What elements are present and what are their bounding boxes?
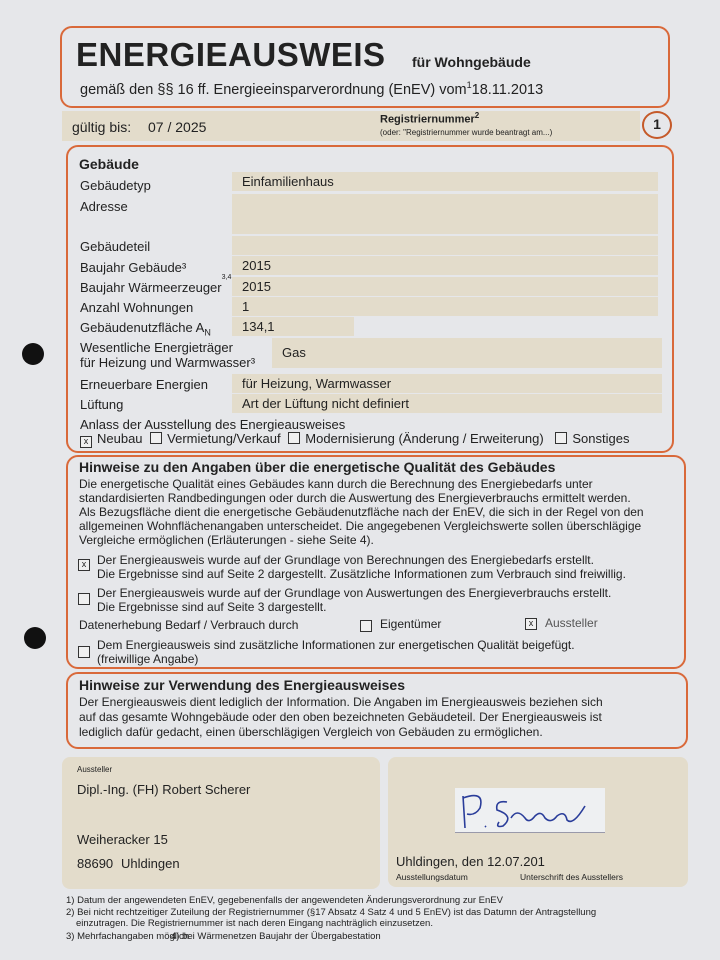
valid-until-label: gültig bis: <box>72 119 132 135</box>
signature-image <box>455 788 605 833</box>
checkbox[interactable] <box>150 432 162 444</box>
binder-hole <box>24 627 46 649</box>
row-label: Gebäudeteil <box>80 239 151 254</box>
row-label: für Heizung und Warmwasser³ <box>80 355 256 370</box>
reason-label: Anlass der Ausstellung des Energieausweises <box>80 417 346 432</box>
registration-note: (oder: "Registriernummer wurde beantragt am...) <box>380 128 553 137</box>
row-label: Erneuerbare Energien <box>80 377 208 392</box>
signature-icon <box>455 788 605 833</box>
row-label: Gebäudetyp <box>80 178 151 193</box>
issuer-option-label: Aussteller <box>545 616 598 630</box>
issuer-name: Dipl.-Ing. (FH) Robert Scherer <box>77 782 251 797</box>
registration-label <box>380 111 479 126</box>
quality-heading: Hinweise zu den Angaben über die energetische Qualität des Gebäudes <box>79 459 556 475</box>
doc-title: ENERGIEAUSWEIS <box>76 36 386 73</box>
owner-label: Eigentümer <box>380 617 442 631</box>
footnote: 1) Datum der angewendeten EnEV, gegebenenfalls der angewendeten Änderungsverordnung zur EnEV <box>66 895 503 906</box>
row-label-text: Gebäudenutzfläche A <box>80 320 205 335</box>
option-label: Modernisierung (Änderung / Erweiterung) <box>305 431 544 446</box>
reason-rent-sale[interactable] <box>150 431 280 446</box>
issuer-street: Weiheracker 15 <box>77 832 168 847</box>
owner-checkbox[interactable] <box>360 620 372 632</box>
basis-date: 18.11.2013 <box>471 81 544 98</box>
demand-checkbox-checked[interactable]: x <box>78 559 90 571</box>
option-label: Neubau <box>97 431 143 446</box>
row-label: Adresse <box>80 199 128 214</box>
option-label: Vermietung/Verkauf <box>167 431 281 446</box>
footnote-ref: 1 <box>466 80 472 90</box>
page-number <box>642 111 672 139</box>
footnote-ref: 3,4 <box>221 273 232 281</box>
page-number-text: 1 <box>653 116 661 132</box>
reason-new-build[interactable] <box>80 431 143 446</box>
energy-carrier-field: Gas <box>272 338 662 368</box>
issuer-label: Aussteller <box>77 765 113 774</box>
valid-until-value: 07 / 2025 <box>148 119 207 135</box>
footnote: 2) Bei nicht rechtzeitiger Zuteilung der Registriernummer (§17 Absatz 4 Satz 4 und 5 EnEV) ist das Datumn der Antragstellung <box>66 907 597 918</box>
reason-options <box>80 431 629 448</box>
issuer-city: Uhldingen <box>121 856 180 871</box>
row-label <box>80 273 232 295</box>
footnote: 4) bei Wärmenetzen Baujahr der Übergabestation <box>171 931 381 942</box>
address-field <box>232 194 658 234</box>
registration-label-text: Registriernummer <box>380 113 475 126</box>
issuer-checkbox-checked[interactable]: x <box>525 618 537 630</box>
ventilation-field: Art der Lüftung nicht definiert <box>232 394 662 413</box>
issuer-zip: 88690 <box>77 856 114 871</box>
usage-heading: Hinweise zur Verwendung des Energieausweises <box>79 677 406 693</box>
building-type-field: Einfamilienhaus <box>232 172 658 191</box>
footnote-ref: 2 <box>474 111 480 120</box>
checkbox[interactable] <box>288 432 300 444</box>
additional-info-checkbox[interactable] <box>78 646 90 658</box>
option-text: Der Energieausweis wurde auf der Grundlage von Berechnungen des Energiebedarfs erstellt. <box>97 553 594 567</box>
checkbox-checked[interactable]: x <box>80 436 92 448</box>
row-label: Baujahr Gebäude³ <box>80 260 187 275</box>
renewable-field: für Heizung, Warmwasser <box>232 374 662 393</box>
quality-text: standardisierten Randbedingungen oder durch die Auswertung des Energieverbrauchs ermittelt werden. <box>79 491 631 505</box>
reason-modernisation[interactable] <box>288 431 543 446</box>
reason-other[interactable] <box>555 431 629 446</box>
usage-text: Der Energieausweis dient lediglich der Information. Die Angaben im Energieausweis beziehen sich <box>79 695 603 709</box>
heater-year-field: 2015 <box>232 277 658 296</box>
data-collection-label: Datenerhebung Bedarf / Verbrauch durch <box>79 618 299 632</box>
building-part-field <box>232 236 658 255</box>
consumption-checkbox[interactable] <box>78 593 90 605</box>
basis-text: gemäß den §§ 16 ff. Energieeinsparverordnung (EnEV) vom <box>80 81 467 98</box>
option-text: Die Ergebnisse sind auf Seite 3 dargestellt. <box>97 600 327 614</box>
usable-area-field: 134,1 <box>232 317 354 336</box>
row-label-text: Baujahr Wärmeerzeuger <box>80 280 222 295</box>
usage-text: auf das gesamte Wohngebäude oder den oben bezeichneten Gebäudeteil. Der Energieausweis ist <box>79 710 602 724</box>
option-text: Der Energieausweis wurde auf der Grundlage von Auswertungen des Energieverbrauchs erstellt. <box>97 586 612 600</box>
quality-text: allgemeinen Wohnflächenangaben unterscheidet. Die angegebenen Vergleichswerte sollen überschlägige <box>79 519 642 533</box>
quality-text: Die energetische Qualität eines Gebäudes kann durch die Berechnung des Energiebedarfs unter <box>79 477 593 491</box>
option-text: Die Ergebnisse sind auf Seite 2 dargestellt. Zusätzliche Informationen zum Verbrauch sind freiwillig. <box>97 567 626 581</box>
building-heading: Gebäude <box>79 156 139 172</box>
footnote: einzutragen. Die Registriernummer ist nach deren Eingang nachträglich einzusetzen. <box>76 918 433 929</box>
usage-text: lediglich dafür gedacht, einen überschlägigen Vergleich von Gebäuden zu ermöglichen. <box>79 725 543 739</box>
construction-year-field: 2015 <box>232 256 658 275</box>
basis-line <box>80 80 543 98</box>
header-box <box>60 26 670 108</box>
row-label <box>80 320 211 338</box>
date-label: Ausstellungsdatum <box>396 872 468 882</box>
subscript: N <box>204 327 211 338</box>
footnote: 3) Mehrfachangaben möglich <box>66 931 190 942</box>
quality-text: Vergleiche ermöglichen (Erläuterungen - siehe Seite 4). <box>79 533 374 547</box>
option-label: Sonstiges <box>572 431 630 446</box>
signature-label: Unterschrift des Ausstellers <box>520 872 623 882</box>
checkbox[interactable] <box>555 432 567 444</box>
binder-hole <box>22 343 44 365</box>
doc-subtitle: für Wohngebäude <box>412 54 531 70</box>
apartments-field: 1 <box>232 297 658 316</box>
row-label: Anzahl Wohnungen <box>80 300 194 315</box>
place-date: Uhldingen, den 12.07.201 <box>396 854 545 869</box>
row-label: Wesentliche Energieträger <box>80 340 233 355</box>
option-text: Dem Energieausweis sind zusätzliche Informationen zur energetischen Qualität beigefügt. <box>97 638 575 652</box>
row-label: Lüftung <box>80 397 124 412</box>
quality-text: Als Bezugsfläche dient die energetische Gebäudenutzfläche nach der EnEV, die sich in der Regel von den <box>79 505 644 519</box>
option-text: (freiwillige Angabe) <box>97 652 199 666</box>
